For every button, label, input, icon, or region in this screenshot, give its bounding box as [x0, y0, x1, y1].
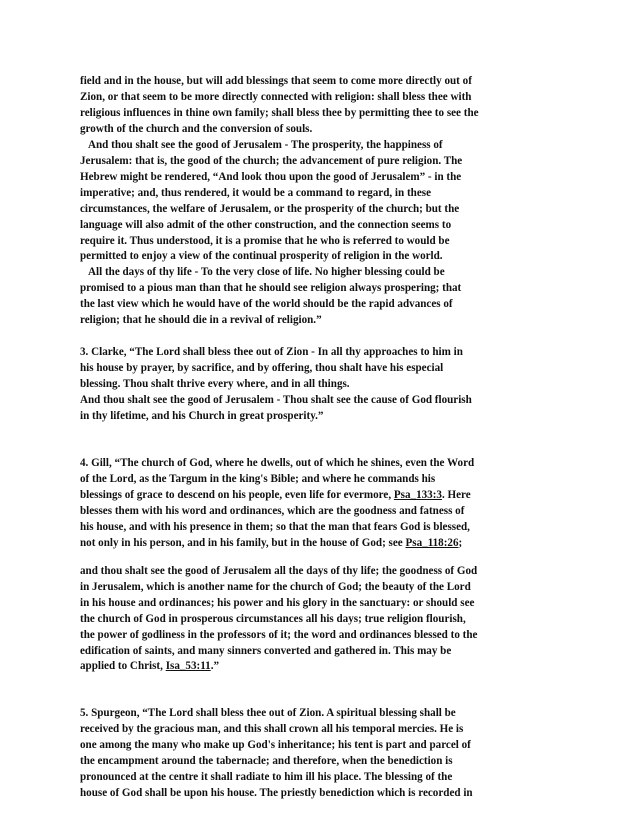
text-line	[80, 488, 550, 504]
document-page	[80, 74, 550, 802]
text-line: field and in the house, but will add blessings that seem to come more directly out of	[80, 75, 472, 87]
text-line: blessing. Thou shalt thrive every where, and in all things.	[80, 378, 350, 391]
text-segment: not only in his person, and in his family, but in the house of God; see	[80, 536, 406, 549]
text-line: edification of saints, and many sinners converted and gathered in. This may be	[80, 644, 452, 657]
text-line: in Jerusalem, which is another name for the church of God; the beauty of the Lord	[80, 580, 471, 593]
text-line: the power of godliness in the professors of it; the word and ordinances blessed to the	[80, 628, 478, 641]
text-line: promised to a pious man than that he should see religion always prospering; that	[80, 282, 462, 295]
text-line: pronounced at the centre it shall radiate to him ill his place. The blessing of the	[80, 771, 453, 784]
paragraph-spurgeon	[80, 706, 550, 802]
paragraph-gill-2	[80, 564, 550, 676]
paragraph-gill	[80, 456, 550, 552]
text-line: growth of the church and the conversion of souls.	[80, 122, 313, 135]
text-segment: .”	[210, 660, 220, 673]
text-segment: blessings of grace to descend on his people, even life for evermore,	[80, 488, 394, 501]
paragraph-3	[80, 265, 550, 329]
text-line: 3. Clarke, “The Lord shall bless thee out of Zion - In all thy approaches to him in	[80, 346, 463, 359]
text-line: 5. Spurgeon, “The Lord shall bless thee out of Zion. A spiritual blessing shall be	[80, 707, 456, 720]
text-line: require it. Thus understood, it is a promise that he who is referred to would be	[80, 234, 450, 247]
text-line: Hebrew might be rendered, “And look thou upon the good of Jerusalem” - in the	[80, 170, 462, 183]
text-line: religious influences in thine own family; shall bless thee by permitting thee to see the	[80, 106, 479, 119]
text-line: All the days of thy life - To the very close of life. No higher blessing could be	[88, 266, 445, 279]
text-line	[80, 536, 550, 552]
text-line: circumstances, the welfare of Jerusalem, or the prosperity of the church; but the	[80, 202, 460, 215]
text-line	[80, 659, 550, 675]
scripture-link-psa-118-26[interactable]: Psa_118:26	[405, 536, 459, 549]
scripture-link-isa-53-11[interactable]: Isa_53:11	[165, 660, 211, 673]
text-line: the last view which he would have of the world should be the rapid advances of	[80, 298, 453, 311]
text-line: 4. Gill, “The church of God, where he dwells, out of which he shines, even the Word	[80, 457, 475, 470]
text-line: blesses them with his word and ordinances, which are the goodness and fatness of	[80, 504, 465, 517]
text-line: imperative; and, thus rendered, it would be a command to regard, in these	[80, 186, 431, 199]
text-segment: applied to Christ,	[80, 660, 166, 673]
text-line: and thou shalt see the good of Jerusalem all the days of thy life; the goodness of God	[80, 564, 478, 577]
text-line: his house by prayer, by sacrifice, and by offering, thou shalt have his especial	[80, 362, 444, 375]
text-line: his house, and with his presence in them; so that the man that fears God is blessed,	[80, 520, 470, 533]
text-line: religion; that he should die in a revival of religion.”	[80, 314, 322, 327]
paragraph-clarke-2	[80, 393, 550, 425]
text-line: of the Lord, as the Targum in the king's Bible; and where he commands his	[80, 472, 436, 485]
text-line: in thy lifetime, and his Church in great prosperity.”	[80, 410, 324, 423]
text-line: one among the many who make up God's inheritance; his tent is part and parcel of	[80, 739, 471, 752]
text-line: in his house and ordinances; his power and his glory in the sanctuary: or should see	[80, 596, 475, 609]
paragraph-2	[80, 138, 550, 266]
paragraph-1	[80, 74, 550, 138]
text-line: permitted to enjoy a view of the continual prosperity of religion in the world.	[80, 250, 443, 263]
scripture-link-psa-133-3[interactable]: Psa_133:3	[393, 488, 442, 501]
paragraph-clarke	[80, 345, 550, 393]
text-line: house of God shall be upon his house. The priestly benediction which is recorded in	[80, 787, 473, 800]
text-line: Jerusalem: that is, the good of the church; the advancement of pure religion. The	[80, 154, 463, 167]
text-line: And thou shalt see the good of Jerusalem - The prosperity, the happiness of	[88, 138, 443, 151]
text-line: Zion, or that seem to be more directly connected with religion: shall bless thee with	[80, 90, 472, 103]
text-line: language will also admit of the other construction, and the connection seems to	[80, 218, 452, 231]
text-line: the church of God in prosperous circumstances all his days; true religion flourish,	[80, 612, 466, 625]
text-line: the encampment around the tabernacle; and therefore, when the benediction is	[80, 755, 453, 768]
text-segment: ;	[458, 536, 463, 549]
text-segment: . Here	[441, 488, 471, 501]
text-line: received by the gracious man, and this shall crown all his temporal mercies. He is	[80, 723, 464, 736]
text-line: And thou shalt see the good of Jerusalem - Thou shalt see the cause of God flourish	[80, 394, 472, 407]
